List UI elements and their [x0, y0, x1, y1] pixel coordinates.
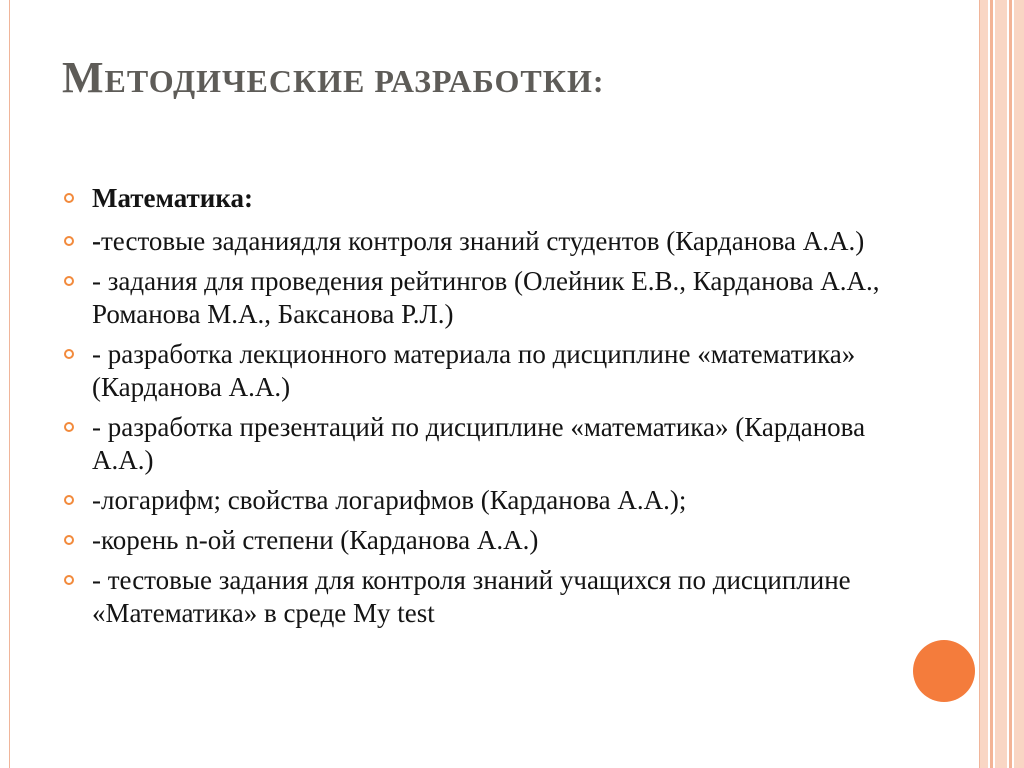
list-item — [64, 182, 904, 215]
list-item-text: - тестовые задания для контроля знаний учащихся по дисциплине «Математика» в среде My test — [92, 565, 851, 628]
bullet-circle-icon — [64, 535, 74, 545]
decorative-stripe — [1014, 0, 1024, 768]
bullet-circle-icon — [64, 575, 74, 585]
list-item-prefix: - — [92, 226, 101, 256]
decorative-accent-circle — [913, 640, 975, 702]
list-item-text: -логарифм; свойства логарифмов (Карданова А.А.); — [92, 485, 687, 515]
bullet-circle-icon — [64, 422, 74, 432]
bullet-circle-icon — [64, 349, 74, 359]
list-item — [64, 564, 904, 630]
list-item — [64, 484, 904, 517]
title-rest: ЕТОДИЧЕСКИЕ РАЗРАБОТКИ: — [104, 63, 605, 99]
list-item — [64, 225, 904, 258]
list-item-text: тестовые заданиядля контроля знаний студентов (Карданова А.А.) — [101, 226, 865, 256]
list-item-text: - задания для проведения рейтингов (Олейник Е.В., Карданова А.А., Романова М.А., Баксанова Р.Л.) — [92, 266, 880, 329]
list-item-text: -корень n-ой степени (Карданова А.А.) — [92, 525, 539, 555]
decorative-stripe — [980, 0, 988, 768]
decorative-stripe — [1009, 0, 1012, 768]
bullet-circle-icon — [64, 193, 74, 203]
bullet-circle-icon — [64, 236, 74, 246]
list-item — [64, 411, 904, 477]
list-item-text: - разработка презентаций по дисциплине «математика» (Карданова А.А.) — [92, 412, 866, 475]
list-item-text: Математика: — [92, 183, 253, 213]
slide-title — [62, 52, 605, 103]
decorative-stripe — [995, 0, 1007, 768]
bullet-list — [64, 182, 904, 637]
bullet-circle-icon — [64, 276, 74, 286]
title-first-letter: М — [62, 53, 105, 102]
list-item — [64, 524, 904, 557]
list-item — [64, 265, 904, 331]
list-item-text: - разработка лекционного материала по дисциплине «математика» (Карданова А.А.) — [92, 339, 856, 402]
list-item — [64, 338, 904, 404]
decorative-stripe — [990, 0, 993, 768]
bullet-circle-icon — [64, 495, 74, 505]
